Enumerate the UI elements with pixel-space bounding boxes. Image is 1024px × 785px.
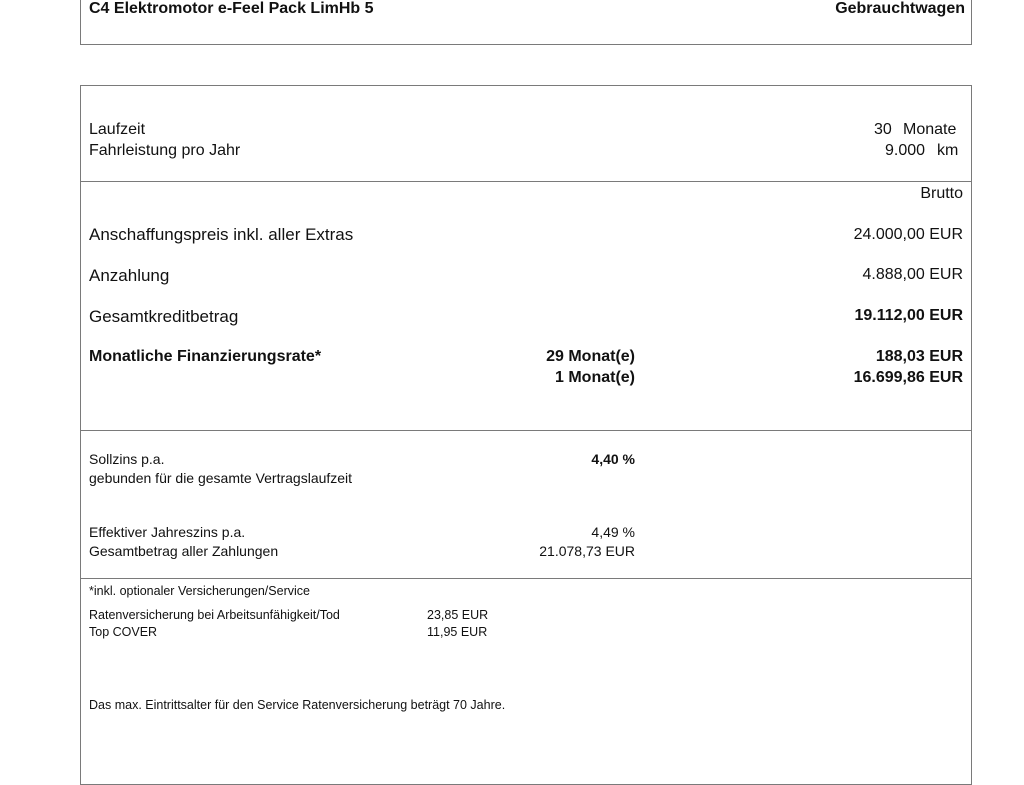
anzahlung-value: 4.888,00 EUR [862, 266, 963, 283]
laufzeit-label: Laufzeit [89, 121, 146, 138]
brutto-header: Brutto [920, 185, 963, 202]
service-label-1: Ratenversicherung bei Arbeitsunfähigkeit/Tod [89, 608, 340, 622]
divider-terms [80, 181, 972, 182]
rate-amount-2: 16.699,86 EUR [853, 369, 963, 386]
rate-months-2: 1 Monat(e) [555, 369, 635, 386]
vehicle-title: C4 Elektromotor e-Feel Pack LimHb 5 [89, 0, 374, 17]
vehicle-type: Gebrauchtwagen [835, 0, 965, 17]
sollzins-label: Sollzins p.a. [89, 451, 165, 467]
rate-months-1: 29 Monat(e) [546, 348, 635, 365]
divider-interest [80, 578, 972, 579]
gesamtkredit-label: Gesamtkreditbetrag [89, 307, 239, 326]
service-note: Das max. Eintrittsalter für den Service Ratenversicherung beträgt 70 Jahre. [89, 698, 506, 712]
sollzins-value: 4,40 % [591, 451, 635, 467]
service-label-2: Top COVER [89, 625, 158, 639]
rate-label: Monatliche Finanzierungsrate* [89, 348, 322, 365]
service-value-1: 23,85 EUR [427, 608, 489, 622]
gesamtbetrag-label: Gesamtbetrag aller Zahlungen [89, 543, 279, 559]
laufzeit-unit: Monate [903, 121, 957, 138]
laufzeit-value: 30 [874, 121, 892, 138]
divider-prices [80, 430, 972, 431]
gesamtbetrag-value: 21.078,73 EUR [539, 543, 635, 559]
service-value-2: 11,95 EUR [427, 625, 488, 639]
fahrleistung-value: 9.000 [885, 142, 926, 159]
fahrleistung-unit: km [937, 142, 959, 159]
financing-box [80, 85, 972, 785]
anschaffungspreis-label: Anschaffungspreis inkl. aller Extras [89, 225, 354, 244]
fahrleistung-label: Fahrleistung pro Jahr [89, 142, 241, 159]
effektiv-label: Effektiver Jahreszins p.a. [89, 524, 246, 540]
gesamtkredit-value: 19.112,00 EUR [854, 307, 963, 324]
rate-amount-1: 188,03 EUR [875, 348, 963, 365]
effektiv-value: 4,49 % [591, 524, 635, 540]
anschaffungspreis-value: 24.000,00 EUR [853, 226, 963, 243]
anzahlung-label: Anzahlung [89, 266, 170, 285]
services-header: *inkl. optionaler Versicherungen/Service [89, 584, 310, 598]
sollzins-sub: gebunden für die gesamte Vertragslaufzeit [89, 470, 353, 486]
